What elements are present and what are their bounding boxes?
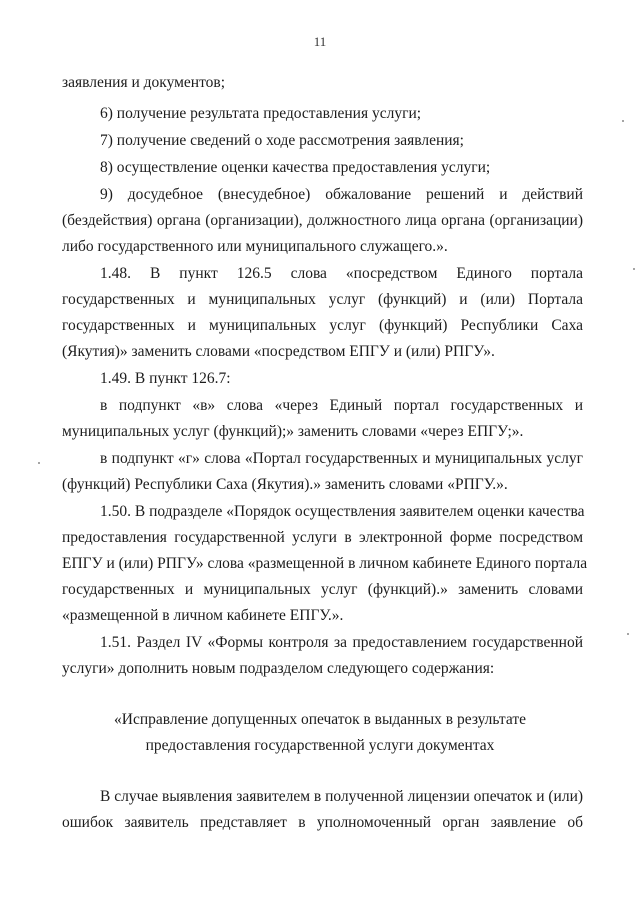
text-line: 1.51. Раздел IV «Формы контроля за предоставлением государственной [100, 634, 583, 651]
text-line: муниципальных услуг (функций);» заменить словами «через ЕПГУ;». [62, 423, 524, 440]
scan-speck [38, 462, 40, 464]
text-line: ЕПГУ и (или) РПГУ» слова «размещенной в личном кабинете Единого портала [62, 555, 588, 572]
page-number: 11 [313, 34, 327, 49]
text-line: 9) досудебное (внесудебное) обжалование решений и действий [100, 186, 583, 203]
text-line: (функций) Республики Саха (Якутия).» заменить словами «РПГУ.». [62, 476, 508, 493]
scan-speck [622, 120, 624, 122]
text-line: либо государственного или муниципального служащего.». [62, 238, 448, 255]
text-line: (бездействия) органа (организации), должностного лица органа (организации) [62, 212, 583, 229]
text-line: 1.49. В пункт 126.7: [100, 370, 231, 387]
section-heading: «Исправление допущенных опечаток в выданных в результате [114, 711, 526, 728]
text-line: государственных и муниципальных услуг (функций).» заменить словами [62, 581, 583, 598]
scan-speck [633, 268, 635, 270]
text-line: государственных и муниципальных услуг (функций) и (или) Портала [62, 291, 583, 308]
section-heading: предоставления государственной услуги документах [145, 737, 495, 754]
scan-speck [627, 633, 629, 635]
text-line: «размещенной в личном кабинете ЕПГУ.». [62, 607, 344, 624]
text-line: (Якутия)» заменить словами «посредством ЕПГУ и (или) РПГУ». [62, 343, 495, 360]
text-line: 1.48. В пункт 126.5 слова «посредством Единого портала [100, 265, 583, 282]
text-line: в подпункт «в» слова «через Единый портал государственных и [100, 397, 583, 414]
text-line: В случае выявления заявителем в полученной лицензии опечаток и (или) [100, 788, 584, 805]
text-line: 7) получение сведений о ходе рассмотрения заявления; [100, 132, 464, 149]
text-line: государственных и муниципальных услуг (функций) Республики Саха [62, 317, 583, 334]
text-line: 8) осуществление оценки качества предоставления услуги; [100, 159, 491, 176]
text-line: предоставления государственной услуги в электронной форме посредством [62, 529, 583, 546]
text-line: 6) получение результата предоставления услуги; [100, 105, 422, 122]
text-line: ошибок заявитель представляет в уполномоченный орган заявление об [62, 814, 583, 831]
text-line: в подпункт «г» слова «Портал государственных и муниципальных услуг [100, 450, 583, 467]
text-line: заявления и документов; [62, 74, 226, 91]
text-line: услуги» дополнить новым подразделом следующего содержания: [62, 660, 495, 677]
text-line: 1.50. В подразделе «Порядок осуществления заявителем оценки качества [100, 503, 585, 520]
